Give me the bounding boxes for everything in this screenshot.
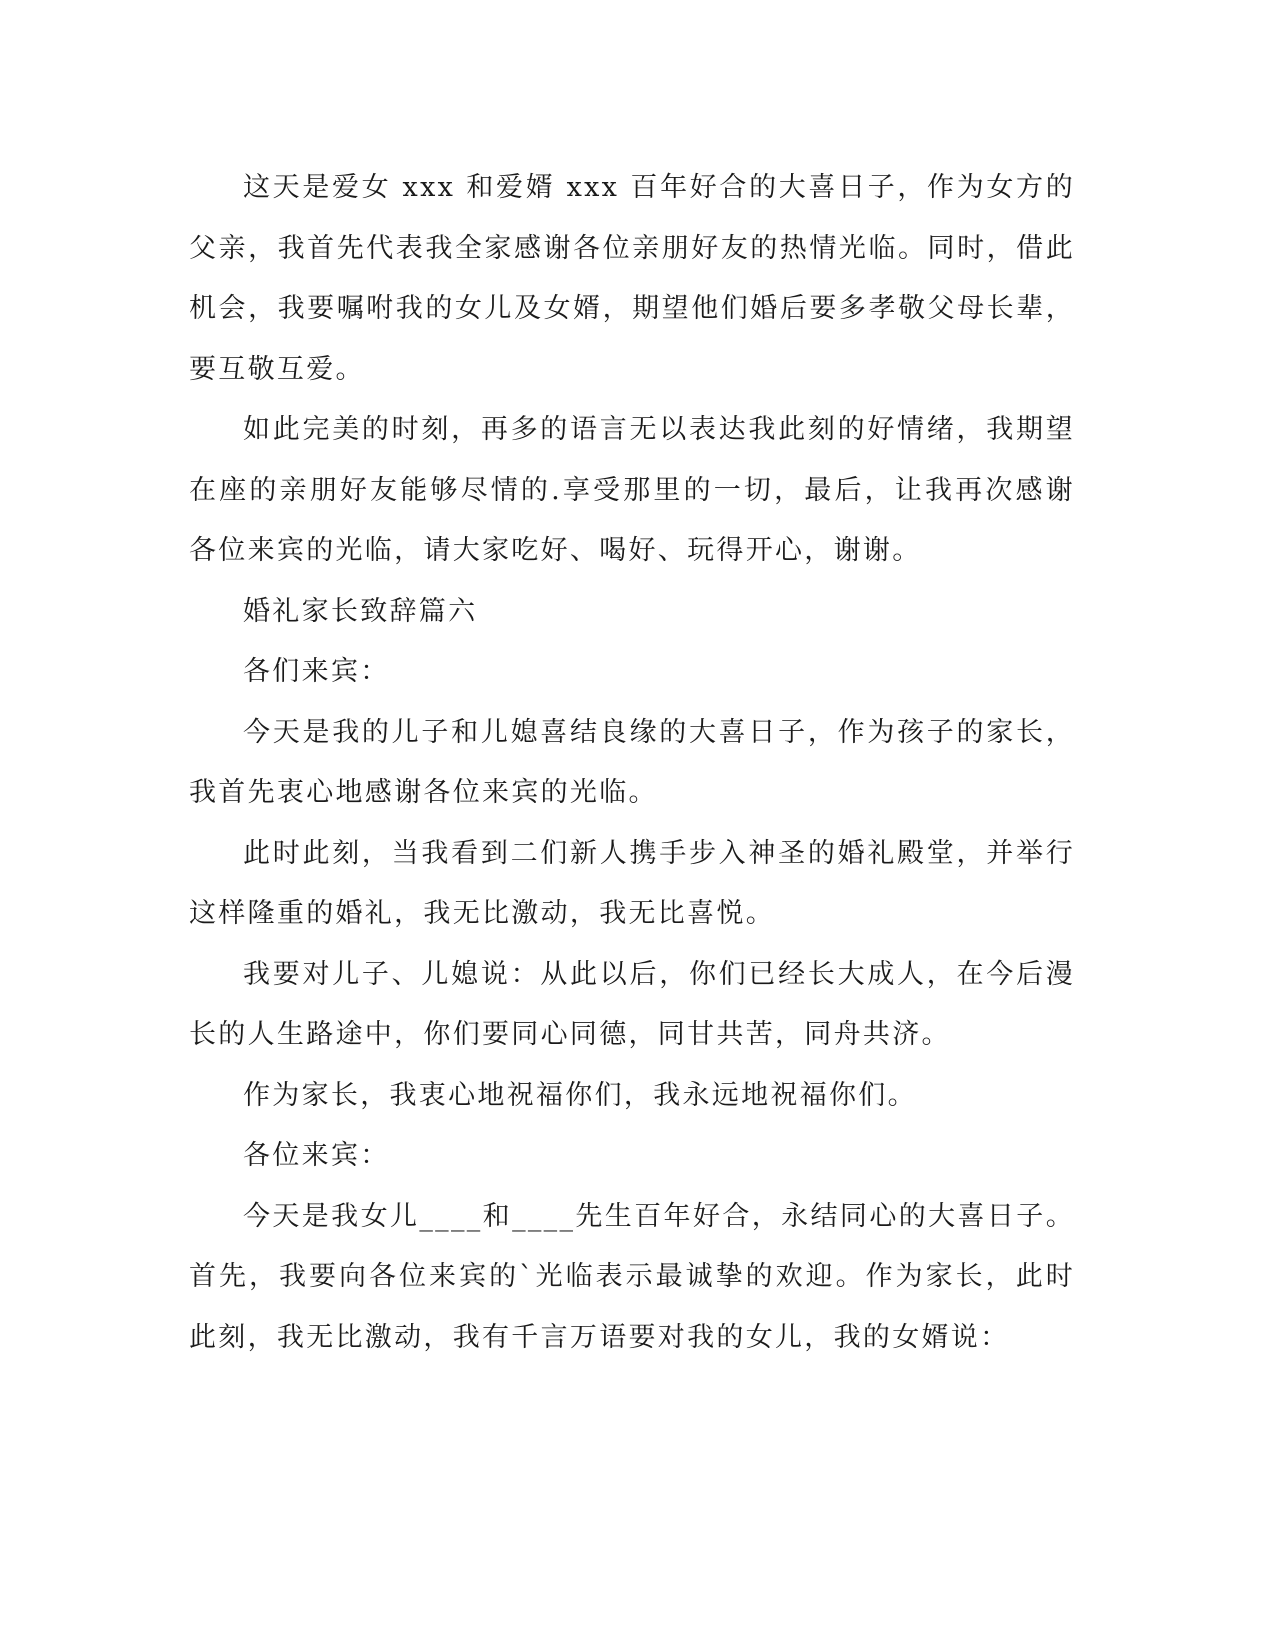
paragraph-daughter-wedding: 今天是我女儿____和____先生百年好合，永结同心的大喜日子。首先，我要向各位来宾的`光临表示最诚挚的欢迎。作为家长，此时此刻，我无比激动，我有千言万语要对我的女儿，我的女婿说： — [189, 1200, 1075, 1353]
salutation: 各们来宾： — [243, 656, 390, 687]
paragraph-moment: 此时此刻，当我看到二们新人携手步入神圣的婚礼殿堂，并举行这样隆重的婚礼，我无比激动，我无比喜悦。 — [189, 837, 1075, 929]
section-heading: 婚礼家长致辞篇六 — [243, 595, 478, 627]
paragraph-blessing: 作为家长，我衷心地祝福你们，我永远地祝福你们。 — [243, 1079, 917, 1111]
paragraph-advice: 我要对儿子、儿媳说：从此以后，你们已经长大成人，在今后漫长的人生路途中，你们要同心同德，同甘共苦，同舟共济。 — [189, 958, 1075, 1050]
paragraph-thanks: 如此完美的时刻，再多的语言无以表达我此刻的好情绪，我期望在座的亲朋好友能够尽情的.享受那里的一切，最后，让我再次感谢各位来宾的光临，请大家吃好、喝好、玩得开心，谢谢。 — [189, 414, 1075, 566]
paragraph-welcome: 今天是我的儿子和儿媳喜结良缘的大喜日子，作为孩子的家长，我首先衷心地感谢各位来宾的光临。 — [189, 716, 1075, 808]
document-body — [189, 158, 1075, 1368]
salutation-2: 各位来宾： — [243, 1140, 390, 1171]
paragraph-father-speech: 这天是爱女 xxx 和爱婿 xxx 百年好合的大喜日子，作为女方的父亲，我首先代表我全家感谢各位亲朋好友的热情光临。同时，借此机会，我要嘱咐我的女儿及女婿，期望他们婚后要多孝敬父母长辈，要互敬互爱。 — [189, 172, 1075, 385]
